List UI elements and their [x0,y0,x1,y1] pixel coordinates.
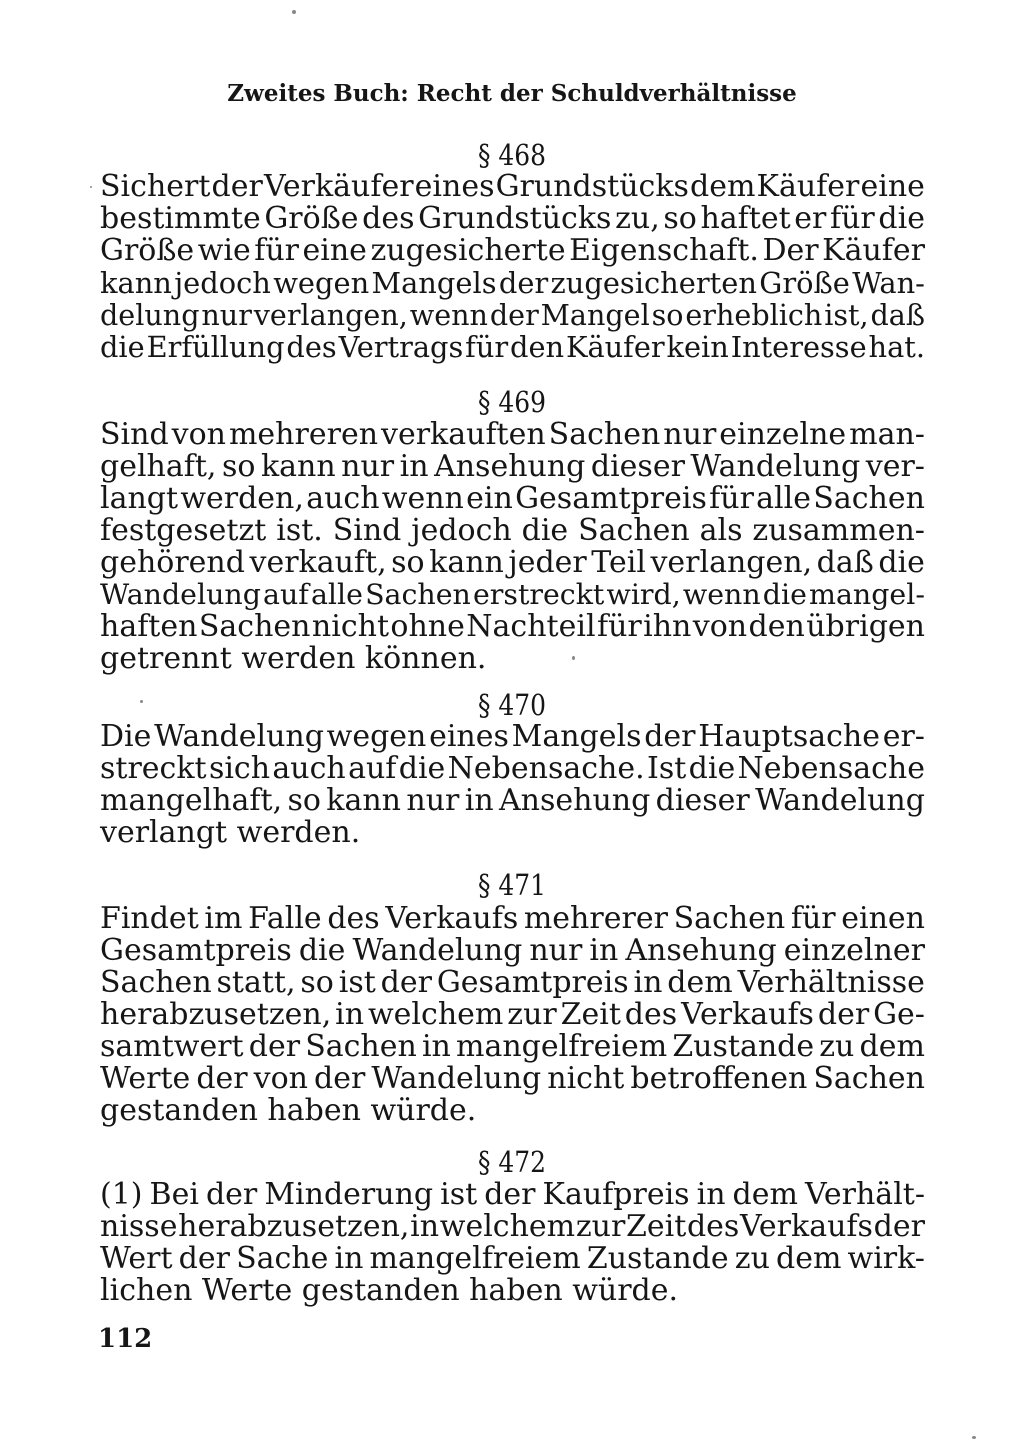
word: ist [338,965,376,1000]
word: eine [302,233,367,268]
section-468-line-3 [100,234,925,268]
word: dieser [590,449,685,484]
word: zugesicherte [370,233,566,268]
word: Sachen [305,1029,417,1064]
word: Grundstücks [418,201,612,236]
word: er- [882,719,925,754]
scan-speck [140,700,143,703]
word: mehreren [228,417,379,452]
word: die [100,330,145,364]
section-468-line-5 [100,298,925,332]
word: Mangels [371,266,497,300]
word: delung [100,298,200,332]
word: Sachen [813,1061,925,1096]
word: die [878,545,925,580]
word: einen [841,901,925,936]
scan-speck [292,10,296,14]
word: in [334,1241,364,1276]
word: den [748,609,805,644]
word: betroffenen [630,1061,808,1096]
word: nur [529,933,583,968]
word: wegen [273,266,370,300]
word: einzelne [719,417,847,452]
word: Größe [759,266,850,300]
word: von [253,1061,309,1096]
section-471-line-4 [100,998,925,1032]
word: Käufer [822,233,925,268]
word: Ge- [873,997,925,1032]
word: nisse [100,1209,178,1244]
word: so [287,783,321,818]
page-number: 112 [98,1324,153,1354]
running-head: Zweites Buch: Recht der Schuldverhältnisse [227,80,797,107]
word: der [498,266,549,300]
word: mangelfreiem [369,1241,581,1276]
word: Sachen [673,901,786,936]
section-470-line-1 [100,720,925,754]
word: bestimmte [100,201,261,236]
word: hat. [868,330,925,364]
word: der [178,1241,230,1276]
word: Kaufpreis [542,1177,690,1212]
word: so [663,201,697,236]
word: Sachen [813,481,925,516]
word: der [380,965,432,1000]
word: Gesamtpreis [436,965,629,1000]
word: nur [341,449,395,484]
word: festgesetzt [100,513,267,548]
word: mangel- [809,578,925,611]
word: Verkaufs [681,997,814,1032]
word: mehrerer [523,901,668,936]
word: man- [849,417,925,452]
word: nur [406,783,460,818]
word: Wandelung [100,578,261,611]
word: Zustande [672,1029,815,1064]
word: ist [440,1177,478,1212]
word: Verkäufer [263,169,414,204]
word: welchem [439,1209,576,1244]
word: auf [263,578,309,611]
word: der [489,298,539,332]
word: Gesamtpreis [515,481,707,516]
word: der [314,1061,366,1096]
word: wenn [682,578,761,611]
word: zu [734,1241,770,1276]
word: Verkaufs [740,1209,873,1244]
word: so [300,965,334,1000]
word: Zeit [626,1209,687,1244]
word: Zustande [586,1241,729,1276]
word: ist, [824,298,869,332]
word: Sachen [578,513,690,548]
word: Gesamtpreis [100,933,292,968]
word: als [699,513,743,548]
word: Sind [332,513,402,548]
word: kann [100,266,172,300]
word: Mangel [540,298,650,332]
word: streckt [100,751,207,786]
word: des [624,997,678,1032]
word: wegen [326,719,427,754]
word: für [709,481,754,516]
word: Sachen [198,609,311,644]
word: Nachteil [466,609,596,644]
word: zugesicherten [550,266,757,300]
word: daß [870,298,925,332]
word: Die [100,719,152,754]
word: übrigen [806,609,925,644]
word: des [327,901,380,936]
word: zu [819,1029,855,1064]
word: nur [663,417,717,452]
word: ver- [865,449,925,484]
section-471-line-6 [100,1062,925,1096]
word: jeder [508,545,587,580]
word: Zeit [560,997,621,1032]
section-470-line-3 [100,784,925,818]
section-468-line-2 [100,202,925,236]
word: im [204,901,243,936]
section-472-number: § 472 [477,1145,546,1179]
word: Der [762,233,819,268]
word: dem [776,1241,842,1276]
scan-speck [90,186,92,188]
word: auf [348,751,397,786]
word: kann [326,783,402,818]
word: verkauft, [249,545,387,580]
word: Sind [100,417,169,452]
word: Sachen [548,417,661,452]
word: Verhält- [804,1177,925,1212]
word: auch [306,481,380,516]
word: Minderung [264,1177,434,1212]
word: für [596,609,642,644]
word: nicht [311,609,390,644]
word: des [362,201,415,236]
section-469-line-5 [100,546,925,580]
word: welchem [368,997,504,1032]
word: in [399,449,429,484]
word: in [410,1209,440,1244]
scan-speck [572,656,575,660]
word: Wandelung [690,449,861,484]
word: von [171,417,226,452]
section-470-number: § 470 [477,688,546,722]
word: Wandelung [154,719,324,754]
word: sich [208,751,271,786]
word: verlangen, [650,545,813,580]
word: Wert [100,1241,173,1276]
word: wenn [381,481,464,516]
word: Findet [100,901,199,936]
section-468-line-1 [100,170,925,204]
word: herabzusetzen, [178,1209,410,1244]
word: jedoch [174,266,271,300]
word: des [686,1209,740,1244]
word: in [335,997,365,1032]
section-469-line-3 [100,482,925,516]
word: wenn [409,298,488,332]
word: dem [859,1029,925,1064]
word: verkauften [381,417,546,452]
word: Wan- [852,266,925,300]
word: Erfüllung [146,330,285,364]
word: Nebensache. [447,751,645,786]
word: die [688,751,736,786]
word: dem [732,1177,798,1212]
word: wird, [606,578,681,611]
word: wirk- [847,1241,925,1276]
word: erheblich [685,298,823,332]
word: er [794,201,827,236]
section-472-line-4: lichen Werte gestanden haben würde. [100,1273,679,1308]
word: ihn [643,609,692,644]
word: Sichert [100,169,211,204]
word: wie [197,233,251,268]
word: alle [310,578,363,611]
word: mangelfreiem [456,1029,668,1064]
word: Werte [100,1061,191,1096]
word: werden, [180,481,304,516]
word: Ist [646,751,687,786]
word: dem [667,965,733,1000]
word: die [298,933,346,968]
section-469-line-1 [100,418,925,452]
section-471-line-2 [100,934,925,968]
word: Teil [591,545,646,580]
word: Ansehung [625,933,777,968]
section-469-line-6 [100,578,925,612]
word: des [286,330,337,364]
word: haftet [700,201,791,236]
word: zu, [615,201,660,236]
word: zur [575,1209,626,1244]
word: jedoch [411,513,512,548]
word: der [248,1029,301,1064]
word: in [696,1177,726,1212]
word: zusammen- [752,513,925,548]
word: Ansehung [499,783,651,818]
word: Verhältnisse [737,965,925,1000]
word: Vertrags [338,330,464,364]
word: langt [100,481,179,516]
word: für [790,901,836,936]
section-471-number: § 471 [477,868,546,902]
section-472-line-3 [100,1242,925,1276]
word: der [873,1209,925,1244]
word: Wandelung [352,933,523,968]
word: der [484,1177,536,1212]
word: Bei [149,1177,199,1212]
word: Ansehung [434,449,586,484]
word: der [211,169,263,204]
word: dem [690,169,756,204]
word: Mangels [511,719,642,754]
word: in [464,783,494,818]
word: ein [466,481,513,516]
word: Wandelung [755,783,925,818]
scan-speck [972,1436,976,1439]
section-471-line-3 [100,966,925,1000]
word: zur [507,997,557,1032]
word: ist. [276,513,323,548]
word: für [830,201,875,236]
word: einzelner [783,933,925,968]
word: daß [816,545,874,580]
section-469-line-4 [100,514,925,548]
section-468-line-6 [100,330,925,364]
word: Sache [236,1241,329,1276]
section-472-line-1 [100,1178,925,1212]
section-471-line-1 [100,902,925,936]
section-468-number: § 468 [477,138,546,172]
section-469-line-8: getrennt werden können. [100,641,487,676]
word: Grundstücks [495,169,689,204]
word: statt, [216,965,296,1000]
word: gehörend [100,545,245,580]
word: Sachen [100,965,212,1000]
section-471-line-7: gestanden haben würde. [100,1093,477,1128]
word: (1) [100,1177,143,1212]
section-468-line-4 [100,266,925,300]
section-469-line-2 [100,450,925,484]
word: mangelhaft, [100,783,283,818]
word: kann [260,449,336,484]
section-469-line-7 [100,610,925,644]
word: die [398,751,446,786]
word: verlangen, [253,298,408,332]
word: Hauptsache [698,719,880,754]
word: Sachen [365,578,471,611]
word: der [196,1061,248,1096]
word: Käufer [756,169,860,204]
word: der [205,1177,258,1212]
word: in [589,933,619,968]
word: eines [414,169,495,204]
word: ohne [390,609,465,644]
word: Größe [100,233,195,268]
word: für [465,330,509,364]
section-470-line-2 [100,752,925,786]
word: Wandelung [371,1061,542,1096]
word: gelhaft, [100,449,217,484]
word: die [762,578,807,611]
word: der [817,997,870,1032]
word: der [644,719,696,754]
word: erstreckt [472,578,605,611]
word: eine [860,169,925,204]
word: alle [756,481,812,516]
word: Falle [248,901,322,936]
word: nicht [547,1061,625,1096]
word: kein [666,330,729,364]
word: kann [429,545,504,580]
word: Nebensache [737,751,925,786]
word: so [221,449,256,484]
word: auch [272,751,346,786]
word: eines [429,719,509,754]
section-470-line-4: verlangt werden. [100,815,361,850]
word: so [391,545,425,580]
section-471-line-5 [100,1030,925,1064]
word: Interesse [730,330,867,364]
word: Eigenschaft. [569,233,759,268]
word: die [878,201,925,236]
word: den [510,330,565,364]
word: Verkaufs [385,901,519,936]
word: so [651,298,684,332]
word: nur [201,298,252,332]
word: haften [100,609,198,644]
section-469-number: § 469 [477,385,546,419]
word: Größe [264,201,359,236]
word: für [254,233,299,268]
word: die [521,513,569,548]
section-472-line-2 [100,1210,925,1244]
word: in [633,965,663,1000]
word: von [692,609,748,644]
word: herabzusetzen, [100,997,332,1032]
word: Käufer [565,330,665,364]
word: dieser [655,783,750,818]
word: samtwert [100,1029,244,1064]
word: in [421,1029,451,1064]
